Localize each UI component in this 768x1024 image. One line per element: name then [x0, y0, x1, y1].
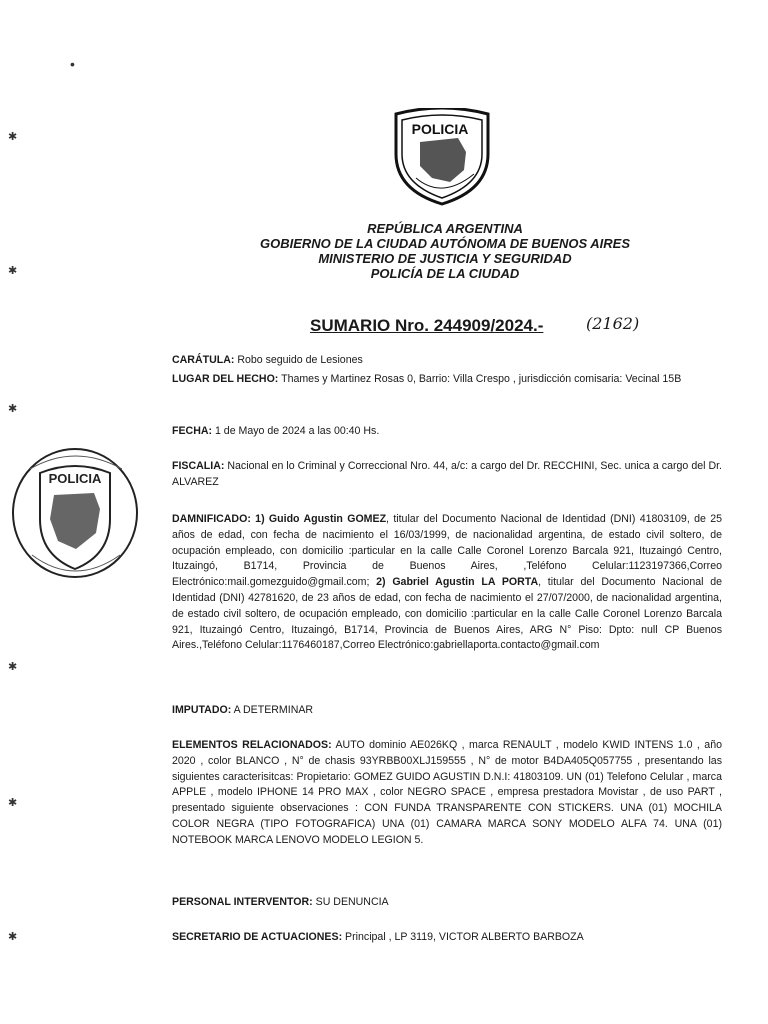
secretario-value: Principal , LP 3119, VICTOR ALBERTO BARBOZA — [342, 931, 584, 943]
field-elementos — [172, 738, 722, 849]
header-line-country: REPÚBLICA ARGENTINA — [367, 221, 523, 236]
imputado-value: A DETERMINAR — [231, 704, 314, 716]
police-stamp — [10, 445, 140, 580]
header-line-police: POLICÍA DE LA CIUDAD — [370, 266, 520, 281]
personal-value: SU DENUNCIA — [312, 896, 389, 908]
fecha-label: FECHA: — [172, 425, 213, 437]
margin-mark: • — [70, 56, 75, 72]
margin-mark: ✱ — [8, 131, 18, 143]
damnificado-2-name: 2) Gabriel Agustin LA PORTA — [376, 576, 539, 589]
field-imputado — [172, 703, 722, 719]
police-logo — [390, 108, 494, 208]
header-line-government: GOBIERNO DE LA CIUDAD AUTÓNOMA DE BUENOS AIRES — [259, 236, 631, 251]
field-damnificado — [172, 512, 722, 654]
margin-mark: ✱ — [8, 797, 18, 809]
sumario-title: SUMARIO Nro. 244909/2024.- — [310, 316, 544, 335]
damnificado-label: DAMNIFICADO: — [172, 513, 251, 525]
caratula-value: Robo seguido de Lesiones — [234, 354, 363, 366]
margin-mark: ✱ — [8, 931, 18, 943]
damnificado-2-text: , titular del Documento Nacional de Identidad (DNI) 42781620, de 23 años de edad, con fecha de nacimiento el 27/07/2000, de nacionalidad argentina, de estado civil soltero, de ocupación empleado, con domicilio :particular en la calle Calle Coronel Lorenzo Barcala 921, Ituzaingó Centro, Ituzaingó, B1714, Provincia de Buenos Aires, ARG N° Piso: Dpto: null CP Buenos Aires.,Teléfono Celular:1176460187,Correo Electrónico:gabriellaporta.contacto@gmail.com — [172, 576, 722, 652]
elementos-label: ELEMENTOS RELACIONADOS: — [172, 739, 332, 751]
police-stamp-icon — [10, 445, 140, 580]
svg-text:POLICIA: POLICIA — [411, 121, 469, 137]
header-line-ministry: MINISTERIO DE JUSTICIA Y SEGURIDAD — [318, 251, 572, 266]
field-personal — [172, 895, 722, 911]
secretario-label: SECRETARIO DE ACTUACIONES: — [172, 931, 343, 943]
field-fiscalia — [172, 459, 722, 491]
caratula-label: CARÁTULA: — [172, 354, 235, 366]
margin-mark: ✱ — [8, 265, 18, 277]
field-caratula — [172, 353, 722, 369]
field-fecha — [172, 424, 722, 440]
imputado-label: IMPUTADO: — [172, 704, 232, 716]
elementos-value: AUTO dominio AE026KQ , marca RENAULT , modelo KWID INTENS 1.0 , año 2020 , color BLANCO , N° de chasis 93YRBB00XLJ159555 , N° de motor B4DA405Q057755 , presentando las siguientes caracterisitcas: Propietario: GOMEZ GUIDO AGUSTIN D.N.I: 41803109. UN (01) Telefono Celular , marca APPLE , modelo IPHONE 14 PRO MAX , color NEGRO SPACE , empresa prestadora Movistar , de uso PART , presentado siguiente observaciones : CON FUNDA TRANSPARENTE CON STICKERS. UNA (01) MOCHILA COLOR NEGRA (TIPO FOTOGRAFICA) UNA (01) CAMARA MARCA SONY MODELO ALFA 74. UNA (01) NOTEBOOK MARCA LENOVO MODELO LEGION 5. — [172, 739, 722, 846]
fiscalia-value: Nacional en lo Criminal y Correccional Nro. 44, a/c: a cargo del Dr. RECCHINI, Sec. unica a cargo del Dr. ALVAREZ — [172, 460, 722, 488]
fiscalia-label: FISCALIA: — [172, 460, 225, 472]
margin-mark: ✱ — [8, 661, 18, 673]
header-lines — [200, 221, 690, 281]
field-secretario — [172, 930, 722, 946]
personal-label: PERSONAL INTERVENTOR: — [172, 896, 313, 908]
margin-mark: ✱ — [8, 403, 18, 415]
fecha-value: 1 de Mayo de 2024 a las 00:40 Hs. — [212, 425, 380, 437]
lugar-label: LUGAR DEL HECHO: — [172, 373, 279, 385]
lugar-value: Thames y Martinez Rosas 0, Barrio: Villa Crespo , jurisdicción comisaria: Vecinal 15B — [278, 373, 682, 385]
police-shield-icon — [390, 108, 494, 208]
damnificado-1-name: 1) Guido Agustin GOMEZ — [250, 513, 387, 525]
svg-text:POLICIA: POLICIA — [48, 471, 102, 486]
handwritten-number: (2162) — [586, 314, 640, 333]
damnificado-1-text: , titular del Documento Nacional de Identidad (DNI) 41803109, de 25 años de edad, con fecha de nacimiento el 16/03/1999, de nacionalidad argentina, de estado civil soltero, de ocupación empleado, con domicilio :particular en la calle Calle Coronel Lorenzo Barcala 921, Ituzaingó Centro, Ituzaingó, B1714, Provincia de Buenos Aires, ,Teléfono Celular:1123197366,Correo Electrónico:mail.gomezguido@gmail.com; — [172, 513, 722, 589]
field-lugar — [172, 372, 722, 388]
